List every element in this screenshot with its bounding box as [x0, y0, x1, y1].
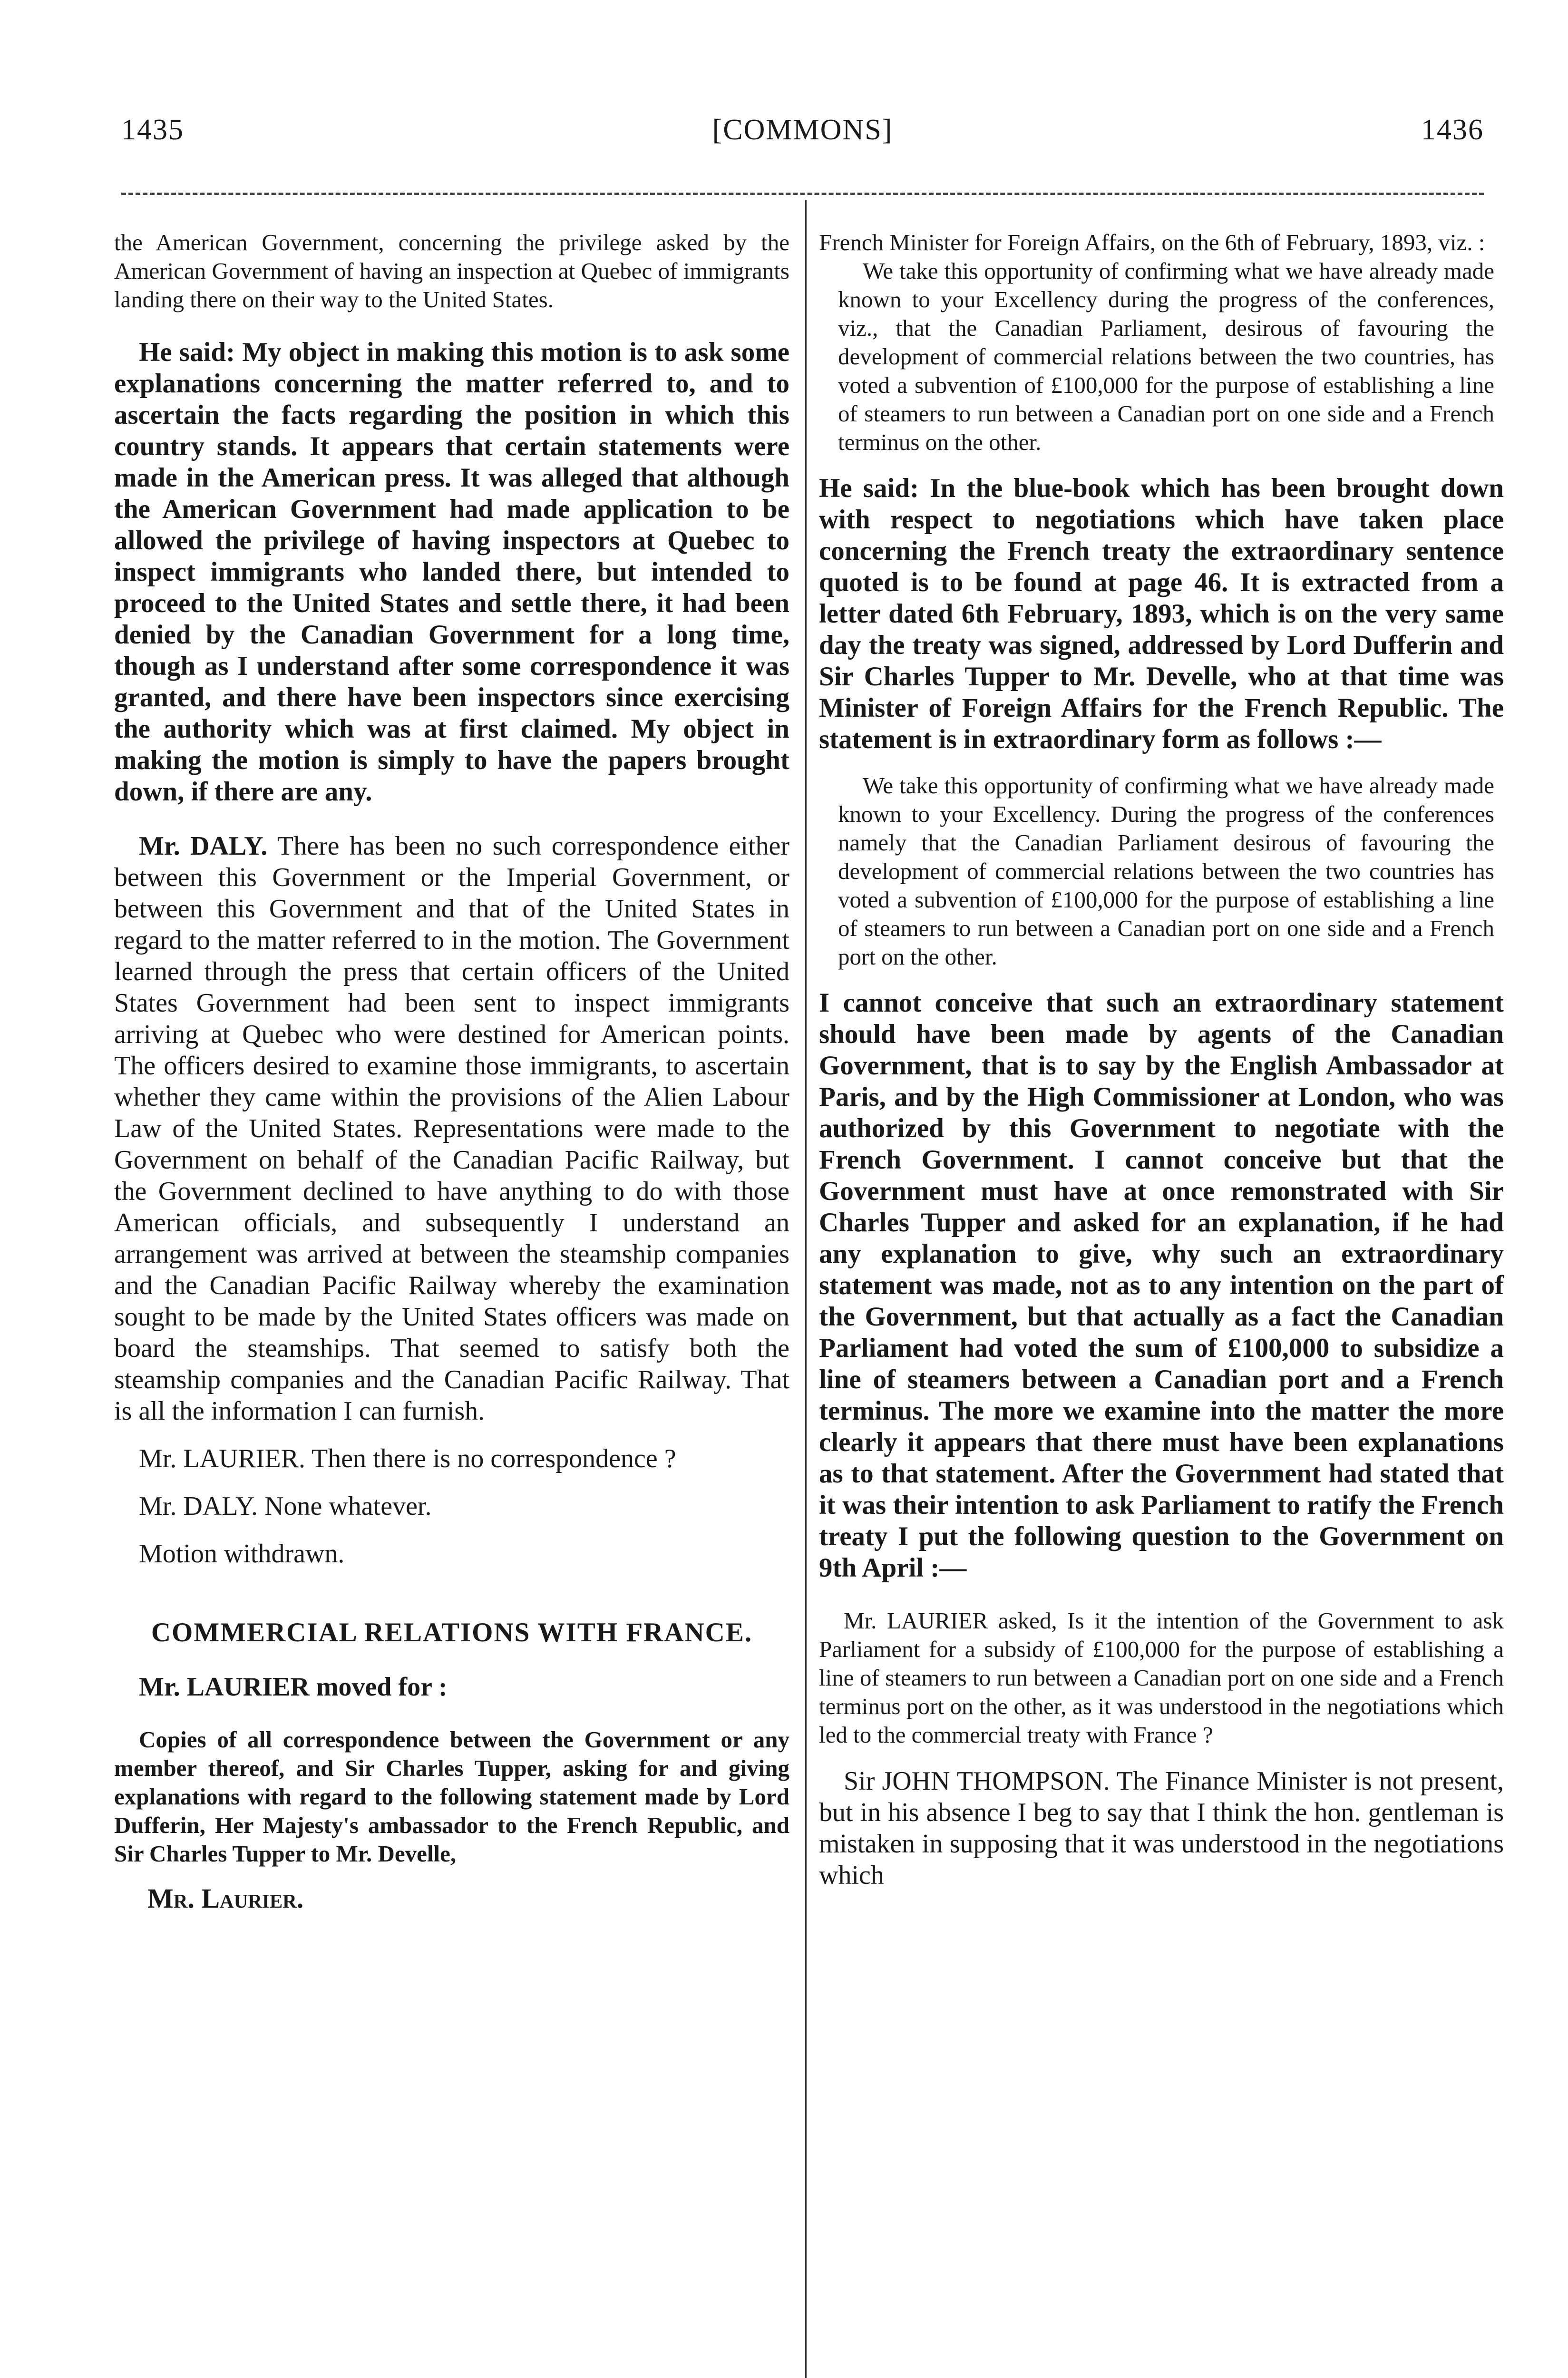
left-paragraph-3 [114, 830, 789, 1427]
left-paragraph-5 [114, 1491, 789, 1522]
signature: Mr. Laurier. [147, 1883, 304, 1914]
right-paragraph-1: French Minister for Foreign Affairs, on the 6th of February, 1893, viz. : [819, 229, 1485, 255]
speaker-name: Mr. LAURIER. [139, 1444, 305, 1473]
page-number-right: 1436 [1421, 114, 1484, 146]
left-paragraph-4 [114, 1443, 789, 1474]
speech-text: There has been no such correspondence either between this Government or the Imperial Government, or between this Government and that of the United States in regard to the matter referred to in the motion. The Government learned through the press that certain officers of the United States Government had been sent to inspect immigrants arriving at Quebec who were destined for American points. The officers desired to examine those immigrants, to ascertain whether they came within the provisions of the Alien Labour Law of the United States. Representations were made to the Government on behalf of the Canadian Pacific Railway, but the Government declined to have anything to do with those American officials, and subsequently I understand an arrangement was arrived at between the steamship companies and the Canadian Pacific Railway whereby the examination sought to be made by the United States officers was made on board the steamships. That seemed to satisfy both the steamship companies and the Canadian Pacific Railway. That is all the information I can furnish. [114, 831, 789, 1426]
speech-text: The Finance Minister is not present, but in his absence I beg to say that I think the hon. gentleman is mistaken in supposing that it was understood in the negotiations which [819, 1766, 1504, 1890]
quoted-letter-1: We take this opportunity of confirming what we have already made known to your Excellency during the progress of the conferences, viz., that the Canadian Parliament, desirous of favouring the development of commercial relations between the two countries, has voted a subvention of £100,000 for the purpose of establishing a line of steamers to run between a Canadian port on one side and a French terminus on the other. [838, 258, 1494, 455]
running-head: [COMMONS] [712, 114, 893, 146]
speaker-name: Mr. DALY. [139, 831, 268, 861]
right-paragraph-5: I cannot conceive that such an extraordinary statement should have been made by agents of the Canadian Government, that is to say by the English Ambassador at Paris, and by the High Commissioner at London, who was authorized by this Government to negotiate with the French Government. I cannot conceive but that the Government must have at once remonstrated with Sir Charles Tupper and asked for an explanation, if he had any explanation to give, why such an extraordinary statement was made, not as to any intention on the part of the Government, but that actually as a fact the Canadian Parliament had voted the sum of £100,000 to subsidize a line of steamers between a Canadian port and a French terminus. The more we examine into the matter the more clearly it appears that there must have been explanations as to that statement. After the Government had stated that it was their intention to ask Parliament to ratify the French treaty I put the following question to the Government on 9th April :— [819, 988, 1504, 1583]
section-heading: COMMERCIAL RELATIONS WITH FRANCE. [151, 1618, 753, 1647]
page-header [121, 113, 1484, 161]
speaker-name: Mr. LAURIER [844, 1608, 988, 1634]
left-paragraph-1: the American Government, concerning the privilege asked by the American Government of having an inspection at Quebec of immigrants landing there on their way to the United States. [114, 229, 789, 312]
motion-text: Copies of all correspondence between the Government or any member thereof, and Sir Charles Tupper, asking for and giving explanations with regard to the following statement made by Lord Dufferin, Her Majesty's ambassador to the French Republic, and Sir Charles Tupper to Mr. Develle, [114, 1726, 789, 1867]
column-divider [805, 200, 807, 2378]
speaker-name: Sir JOHN THOMPSON. [844, 1766, 1110, 1796]
speech-text: asked, Is it the intention of the Government to ask Parliament for a subsidy of £100,000 for the purpose of establishing a line of steamers to run between a Canadian port on one side and a French terminus port on the other, as it was understood in the negotiations which led to the commercial treaty with France ? [819, 1608, 1504, 1748]
right-paragraph-7 [819, 1765, 1504, 1891]
right-column [819, 228, 1504, 1891]
speech-text: Then there is no correspondence ? [312, 1444, 676, 1473]
right-paragraph-6 [819, 1607, 1504, 1749]
left-paragraph-2: He said: My object in making this motion is to ask some explanations concerning the matter referred to, and to ascertain the facts regarding the position in which this country stands. It appears that certain statements were made in the American press. It was alleged that although the American Government had made application to be allowed the privilege of having inspectors at Quebec to inspect immigrants who landed there, but intended to proceed to the United States and settle there, it had been denied by the Canadian Government for a long time, though as I understand after some correspondence it was granted, and there have been inspectors since exercising the authority which was at first claimed. My object in making the motion is simply to have the papers brought down, if there are any. [114, 337, 789, 807]
left-column [114, 228, 789, 1914]
quoted-letter-2: We take this opportunity of confirming what we have already made known to your Excellency. During the progress of the conferences namely that the Canadian Parliament desirous of favouring the development of commercial relations between the two countries has voted a subvention of £100,000 for the purpose of establishing a line of steamers to run between a Canadian port on one side and a French port on the other. [838, 772, 1494, 970]
speech-text: None whatever. [264, 1491, 432, 1521]
speaker-name: Mr. DALY. [139, 1491, 258, 1521]
motion-withdrawn: Motion withdrawn. [139, 1539, 345, 1569]
motion-line: Mr. LAURIER moved for : [139, 1672, 448, 1702]
page-number-left: 1435 [121, 114, 184, 146]
header-rule [121, 193, 1484, 195]
right-paragraph-3: He said: In the blue-book which has been brought down with respect to negotiations which have taken place concerning the French treaty the extraordinary sentence quoted is to be found at page 46. It is extracted from a letter dated 6th February, 1893, which is on the very same day the treaty was signed, addressed by Lord Dufferin and Sir Charles Tupper to Mr. Develle, who at that time was Minister of Foreign Affairs for the French Republic. The statement is in extraordinary form as follows :— [819, 473, 1504, 754]
